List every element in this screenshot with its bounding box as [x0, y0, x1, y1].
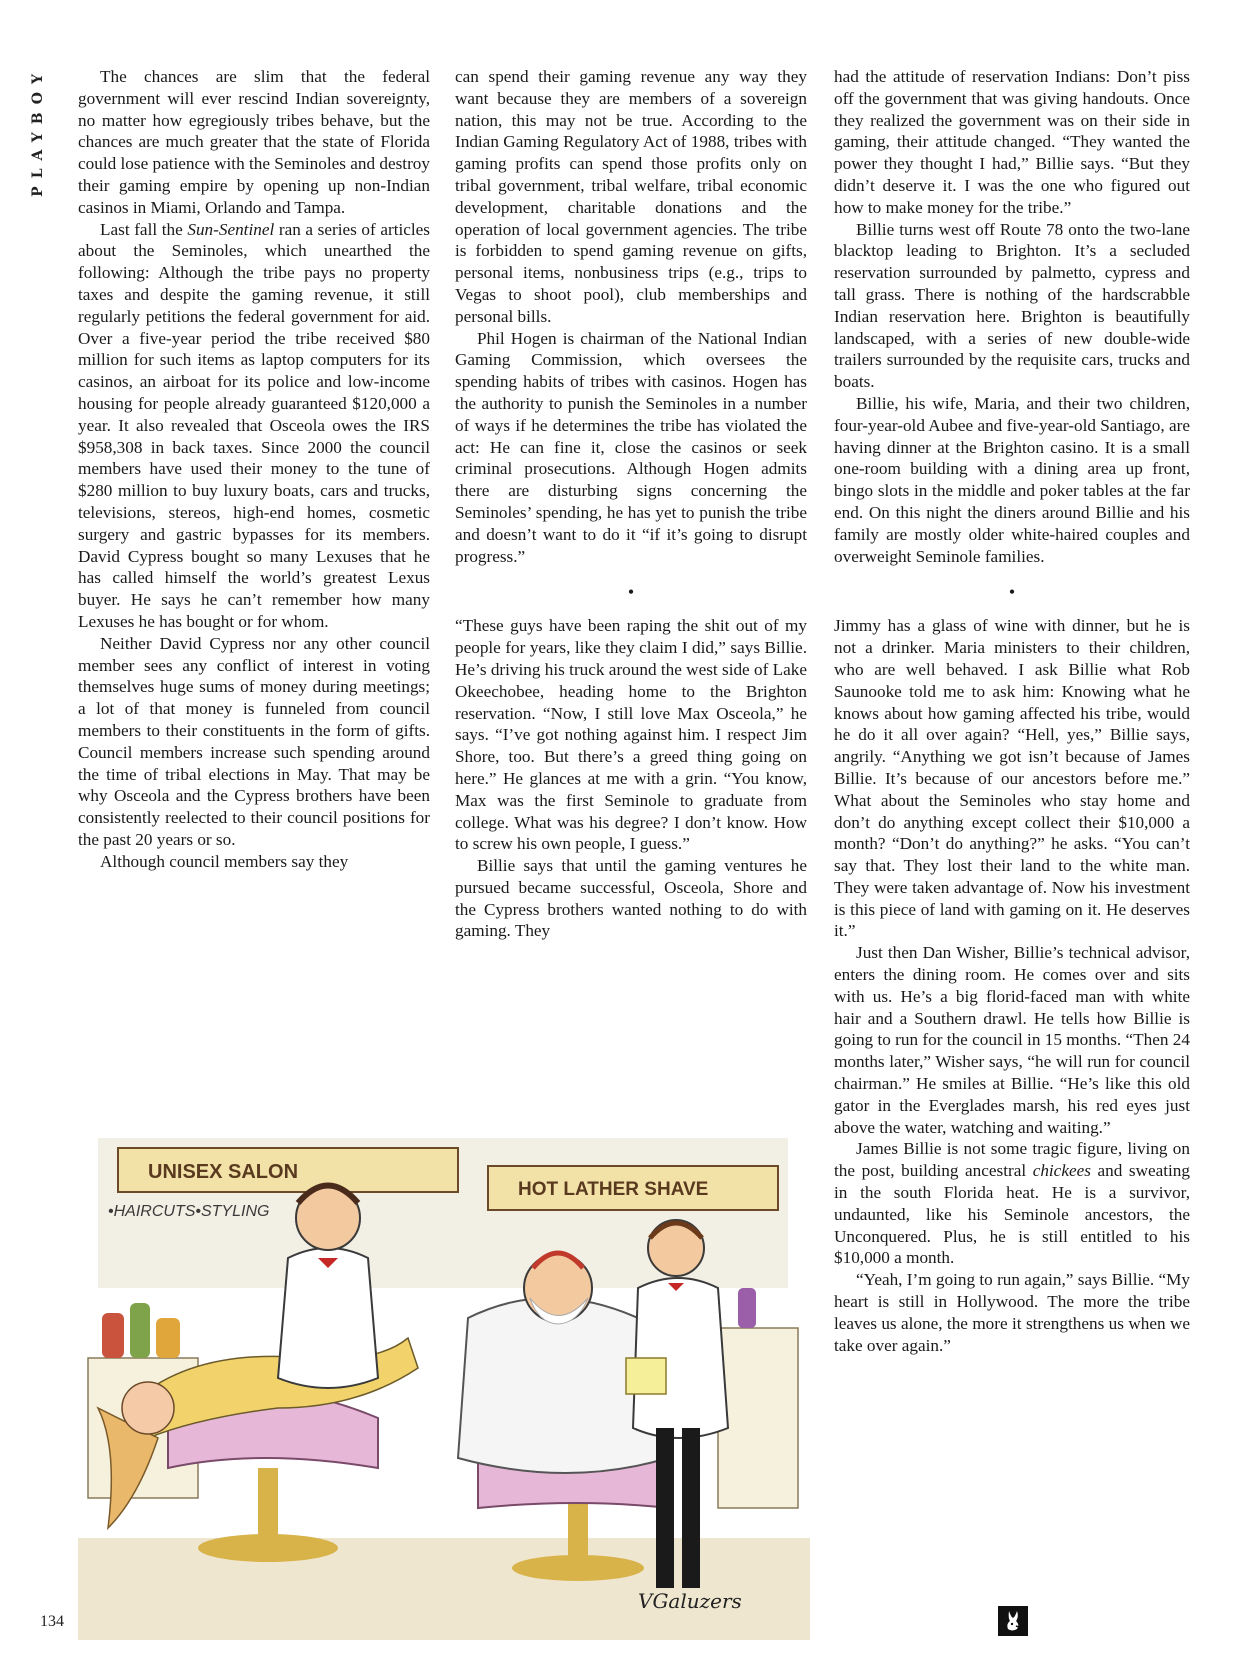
page-number: 134 [40, 1613, 64, 1630]
paragraph: Phil Hogen is chairman of the National Indian Gaming Commission, which oversees the spending habits of tribes with casinos. Hogen has the authority to punish the Seminoles in a number of ways if he determines the tribe has violated the act: He can fine it, close the casinos or seek criminal prosecutions. Although Hogen admits there are disturbing signs concerning the Seminoles’ spending, he has yet to punish the tribe and doesn’t want to do it “if it’s going to disrupt progress.” [455, 328, 807, 566]
paragraph: Neither David Cypress nor any other council member sees any conflict of interest in voting themselves huge sums of money during meetings; a lot of that money is funneled from council members to their constituents in the form of gifts. Council members increase such spending around the time of tribal elections in May. That may be why Osceola and the Cypress brothers have been consistently reelected to their council positions for the past 20 years or so. [78, 633, 430, 849]
paragraph: “These guys have been raping the shit out of my people for years, like they claim I did,” says Billie. He’s driving his truck around the west side of Lake Okeechobee, heading home to the Brighton reservation. “Now, I still love Max Osceola,” he says. “I’ve got nothing against him. I respect Jim Shore, too. But there’s a greed thing going on here.” He glances at me with a grin. “You know, Max was the first Seminole to graduate from college. What was his degree? I don’t know. How to screw his own people, I guess.” [455, 616, 807, 854]
customer-face [122, 1382, 174, 1434]
towel [626, 1358, 666, 1394]
barber-leg [682, 1428, 700, 1588]
bottle [130, 1303, 150, 1358]
sign-subtext: •HAIRCUTS•STYLING [108, 1203, 270, 1220]
barber-smock [278, 1248, 378, 1388]
paragraph: Last fall the Sun-Sentinel ran a series of articles about the Seminoles, which unearthed the following: Although the tribe pays no property taxes and despite the gaming revenue, it still regularly petitions the federal government for aid. Over a five-year period the tribe received $80 million for such items as laptop computers for its casinos, an airboat for its police and low-income housing for people already guaranteed $120,000 a year. It also revealed that Osceola owes the IRS $958,308 in back taxes. Since 2000 the council members have used their money to the tune of $280 million to buy luxury boats, cars and trucks, televisions, stereos, high-end homes, cosmetic surgery and gastric bypasses for its members. David Cypress bought so many Lexuses that he has called himself the world’s greatest Lexus buyer. He says he can’t remember how many Lexuses he has bought or for whom. [78, 219, 430, 631]
paragraph: “Yeah, I’m going to run again,” says Billie. “My heart is still in Hollywood. The more the tribe leaves us alone, the more it strengthens us when we take over again.” [834, 1270, 1190, 1355]
sign-text: UNISEX SALON [148, 1161, 299, 1183]
paragraph: Billie turns west off Route 78 onto the two-lane blacktop leading to Brighton. It’s a secluded reservation surrounded by palmetto, cypress and tall grass. There is nothing of the hardscrabble Indian reservation here. Brighton is beautifully landscaped, with a series of new double-wide trailers surrounded by the requisite cars, trucks and boats. [834, 219, 1190, 392]
paragraph: Just then Dan Wisher, Billie’s technical advisor, enters the dining room. He comes over and sits with us. He’s a big florid-faced man with white hair and a Southern drawl. He tells how Billie is going to run for the council in 15 months. “Then 24 months later,” Wisher says, “he will run for council chairman.” He smiles at Billie. “He’s like this old gator in the Everglades marsh, his red eyes just above the water, watching and waiting.” [834, 943, 1190, 1137]
section-break: • [1008, 582, 1016, 603]
bottle [738, 1288, 756, 1328]
sign-text: HOT LATHER SHAVE [518, 1179, 709, 1200]
bottle [156, 1318, 180, 1358]
paragraph: James Billie is not some tragic figure, living on the post, building ancestral chickees and sweating in the south Florida heat. He is a survivor, undaunted, like his Seminole ancestors, the Unconquered. Plus, he is still entitled to his $10,000 a month. [834, 1139, 1190, 1268]
barbershop-cartoon [78, 1108, 810, 1640]
paragraph: Although council members say they [100, 851, 349, 871]
paragraph: The chances are slim that the federal government will ever rescind Indian sovereignty, no matter how egregiously tribes behave, but the chances are much greater that the state of Florida could lose patience with the Seminoles and destroy their gaming empire by opening up non-Indian casinos in Miami, Orlando and Tampa. [78, 67, 430, 217]
column-3 [834, 66, 1190, 1356]
paragraph: had the attitude of reservation Indians: Don’t piss off the government that was giving handouts. Once they realized the government was on their side in gaming, their attitude changed. “They wanted the power they thought I had,” Billie says. “But they didn’t deserve it. I was the one who figured out how to make money for the tribe.” [834, 67, 1190, 217]
barber-leg [656, 1428, 674, 1588]
right-counter [718, 1328, 798, 1508]
bottle [102, 1313, 124, 1358]
column-2 [455, 66, 807, 942]
paragraph: can spend their gaming revenue any way they want because they are members of a sovereign nation, this may not be true. According to the Indian Gaming Regulatory Act of 1988, tribes with gaming profits can spend those profits only on tribal government, tribal welfare, tribal economic development, charitable donations and the operation of local government agencies. The tribe is forbidden to spend gaming revenue on gifts, personal items, nonbusiness trips (e.g., trips to Vegas to shoot pool), club memberships and personal bills. [455, 67, 807, 326]
running-head: PLAYBOY [30, 66, 46, 197]
artist-signature: VGaluzers [638, 1589, 742, 1613]
rabbit-head-logo-icon [998, 1606, 1028, 1636]
paragraph: Billie, his wife, Maria, and their two children, four-year-old Aubee and five-year-old Santiago, are having dinner at the Brighton casino. It is a small one-room building with a dining area up front, bingo slots in the middle and poker tables at the far end. On this night the diners around Billie and his family are mostly older white-haired couples and overweight Seminole families. [834, 393, 1190, 566]
section-break: • [627, 582, 635, 603]
chair-post [258, 1468, 278, 1548]
paragraph: Billie says that until the gaming ventures he pursued became successful, Osceola, Shore and the Cypress brothers wanted nothing to do with gaming. They [455, 856, 807, 941]
paragraph: Jimmy has a glass of wine with dinner, but he is not a drinker. Maria ministers to their children, who are well behaved. I ask Billie what Rob Saunooke told me to ask him: Knowing what he knows about how gaming affected his tribe, would he do it all over again? “Hell, yes,” Billie says, angrily. “Anything we got isn’t because of James Billie. It’s because of our ancestors before me.” What about the Seminoles who stay home and don’t do anything except collect their $10,000 a month? “Don’t do anything?” he asks. “You can’t say that. They lost their land to the white man. They were taken advantage of. Now his investment is this piece of land with gaming on it. He deserves it.” [834, 616, 1190, 941]
column-1 [78, 66, 430, 872]
